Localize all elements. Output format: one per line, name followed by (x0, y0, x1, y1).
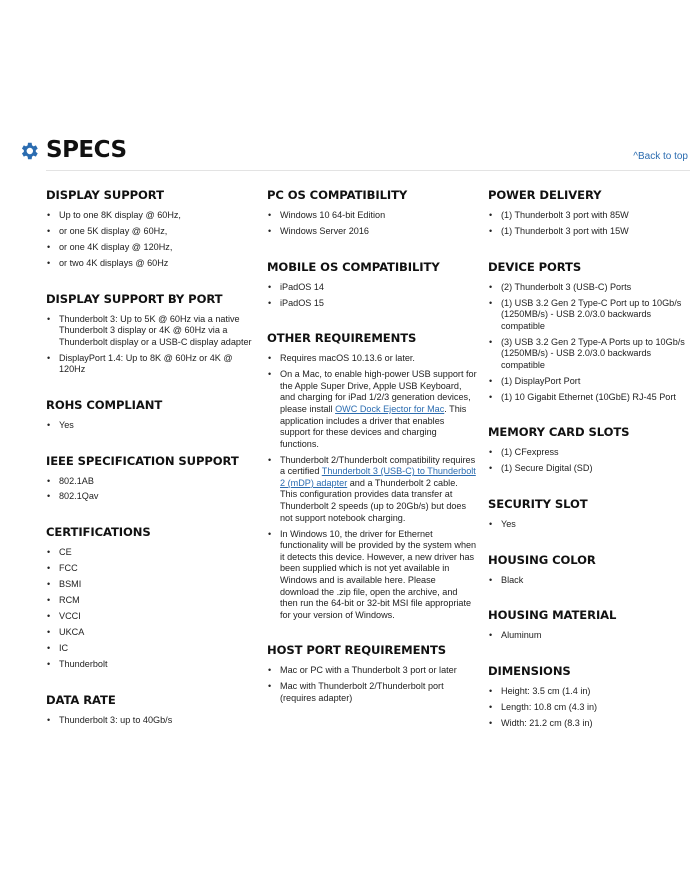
section-heading: DIMENSIONS (488, 663, 571, 678)
truncated-section-heading (267, 742, 367, 750)
spec-item: • or one 5K display @ 60Hz, (46, 226, 256, 238)
spec-list (46, 476, 256, 504)
section-heading: DEVICE PORTS (488, 259, 582, 274)
spec-item: • (1) Thunderbolt 3 port with 85W (488, 210, 688, 222)
spec-section (46, 525, 256, 670)
item-text: . This application includes a driver that enables support for these devices and charging functions. (280, 403, 467, 449)
spec-section (46, 454, 256, 504)
spec-item: • 802.1Qav (46, 491, 256, 503)
specs-column-2 (267, 188, 477, 748)
spec-item: • Aluminum (488, 630, 688, 642)
spec-item: • Requires macOS 10.13.6 or later. (267, 353, 477, 365)
spec-item: • iPadOS 14 (267, 282, 477, 294)
spec-item: • Thunderbolt 3: up to 40Gb/s (46, 715, 256, 727)
spec-item: • (1) 10 Gigabit Ethernet (10GbE) RJ-45 Port (488, 392, 688, 404)
spec-list (46, 210, 256, 270)
section-heading: HOUSING COLOR (488, 552, 596, 567)
section-heading: IEEE SPECIFICATION SUPPORT (46, 453, 239, 468)
back-to-top-link[interactable]: ^Back to top (633, 151, 688, 162)
section-heading: POWER DELIVERY (488, 188, 602, 202)
section-heading: MEMORY CARD SLOTS (488, 425, 630, 440)
spec-item: • In Windows 10, the driver for Ethernet functionality will be provided by the system when it detects this device. However, a new driver has been supplied which is not yet available in Windows and is available here. Please download the .zip file, open the archive, and then run the 64-bit or 32-bit MSI file appropriate for your version of Windows. (267, 529, 477, 622)
section-heading: OTHER REQUIREMENTS (267, 331, 417, 346)
spec-section (267, 260, 477, 310)
spec-section (488, 260, 688, 404)
spec-item: • Height: 3.5 cm (1.4 in) (488, 686, 688, 698)
spec-item: • Width: 21.2 cm (8.3 in) (488, 718, 688, 730)
section-heading: MOBILE OS COMPATIBILITY (267, 259, 440, 274)
spec-item: • UKCA (46, 627, 256, 639)
spec-section (46, 693, 256, 727)
spec-item: • Yes (46, 420, 256, 432)
spec-item: • BSMI (46, 579, 256, 591)
item-text: On a Mac, to enable high-power USB support for the Apple Super Drive, Apple USB Keyboard, and charging for iPad 1/2/3 generation devices, please install (280, 369, 477, 414)
section-heading: SECURITY SLOT (488, 497, 588, 512)
spec-section (488, 553, 688, 587)
spec-list (267, 282, 477, 310)
spec-item: • FCC (46, 563, 256, 575)
spec-section (488, 664, 688, 730)
spec-list (46, 314, 256, 376)
spec-item: • Mac with Thunderbolt 2/Thunderbolt port (requires adapter) (267, 681, 477, 704)
spec-item: • Thunderbolt 3: Up to 5K @ 60Hz via a native Thunderbolt 3 display or 4K @ 60Hz via a Thunderbolt display or a USB-C display adapter (46, 314, 256, 349)
section-heading: ROHS COMPLIANT (46, 397, 163, 412)
spec-list (267, 665, 477, 704)
spec-item: • or one 4K display @ 120Hz, (46, 242, 256, 254)
specs-column-3 (488, 188, 688, 748)
section-heading: CERTIFICATIONS (46, 525, 151, 540)
spec-item: • VCCI (46, 611, 256, 623)
spec-item (267, 369, 477, 450)
spec-list (267, 210, 477, 238)
spec-list (488, 447, 688, 475)
spec-item: • IC (46, 643, 256, 655)
spec-list (46, 715, 256, 727)
spec-section (46, 292, 256, 376)
page-title: SPECS (46, 137, 127, 163)
spec-section (267, 331, 477, 621)
spec-item: • (2) Thunderbolt 3 (USB-C) Ports (488, 282, 688, 294)
spec-item: • (1) Secure Digital (SD) (488, 463, 688, 475)
section-heading: HOST PORT REQUIREMENTS (267, 643, 447, 658)
inline-link[interactable]: OWC Dock Ejector for Mac (335, 403, 445, 414)
spec-item: • 802.1AB (46, 476, 256, 488)
item-text: and a Thunderbolt 2 cable. This configuration provides data transfer at Thunderbolt 2 speeds (up to 20Gb/s) but does not support notebook charging. (280, 477, 467, 523)
spec-section (267, 643, 477, 704)
gear-icon (18, 140, 40, 162)
section-heading: DATA RATE (46, 692, 116, 707)
spec-item: • or two 4K displays @ 60Hz (46, 258, 256, 270)
spec-section (46, 188, 256, 270)
spec-item: • CE (46, 547, 256, 559)
spec-item: • (1) Thunderbolt 3 port with 15W (488, 226, 688, 238)
spec-item: • Mac or PC with a Thunderbolt 3 port or later (267, 665, 477, 677)
spec-section (267, 188, 477, 238)
spec-item: • Yes (488, 519, 688, 531)
spec-list (488, 630, 688, 642)
spec-item: • Black (488, 575, 688, 587)
spec-section (488, 188, 688, 238)
section-heading: HOUSING MATERIAL (488, 608, 617, 623)
spec-item: • (3) USB 3.2 Gen 2 Type-A Ports up to 10Gb/s (1250MB/s) - USB 2.0/3.0 backwards compatible (488, 337, 688, 372)
spec-list (488, 519, 688, 531)
spec-list (267, 353, 477, 621)
spec-list (46, 547, 256, 670)
spec-item: • Length: 10.8 cm (4.3 in) (488, 702, 688, 714)
spec-item: • DisplayPort 1.4: Up to 8K @ 60Hz or 4K @ 120Hz (46, 353, 256, 376)
section-heading: PC OS COMPATIBILITY (267, 188, 408, 202)
spec-list (488, 210, 688, 238)
spec-item (267, 455, 477, 525)
spec-item: • Windows 10 64-bit Edition (267, 210, 477, 222)
spec-section (488, 425, 688, 475)
header-divider (46, 170, 690, 171)
spec-section (46, 398, 256, 432)
spec-item: • Up to one 8K display @ 60Hz, (46, 210, 256, 222)
inline-link[interactable]: Thunderbolt 3 (USB-C) to Thunderbolt 2 (mDP) adapter (280, 466, 476, 488)
specs-header (18, 138, 690, 170)
spec-item: • Windows Server 2016 (267, 226, 477, 238)
spec-item: • iPadOS 15 (267, 298, 477, 310)
spec-list (488, 282, 688, 404)
spec-item: • RCM (46, 595, 256, 607)
spec-list (488, 686, 688, 730)
spec-list (46, 420, 256, 432)
spec-item: • (1) DisplayPort Port (488, 376, 688, 388)
spec-item: • (1) CFexpress (488, 447, 688, 459)
section-heading: DISPLAY SUPPORT BY PORT (46, 291, 223, 306)
item-text: Thunderbolt 2/Thunderbolt compatibility requires a certified (280, 454, 476, 477)
spec-list (488, 575, 688, 587)
spec-item: • Thunderbolt (46, 659, 256, 671)
spec-section (488, 608, 688, 642)
spec-item: • (1) USB 3.2 Gen 2 Type-C Port up to 10Gb/s (1250MB/s) - USB 2.0/3.0 backwards compatible (488, 298, 688, 333)
spec-section (488, 497, 688, 531)
specs-column-1 (46, 188, 256, 748)
section-heading: DISPLAY SUPPORT (46, 188, 164, 202)
